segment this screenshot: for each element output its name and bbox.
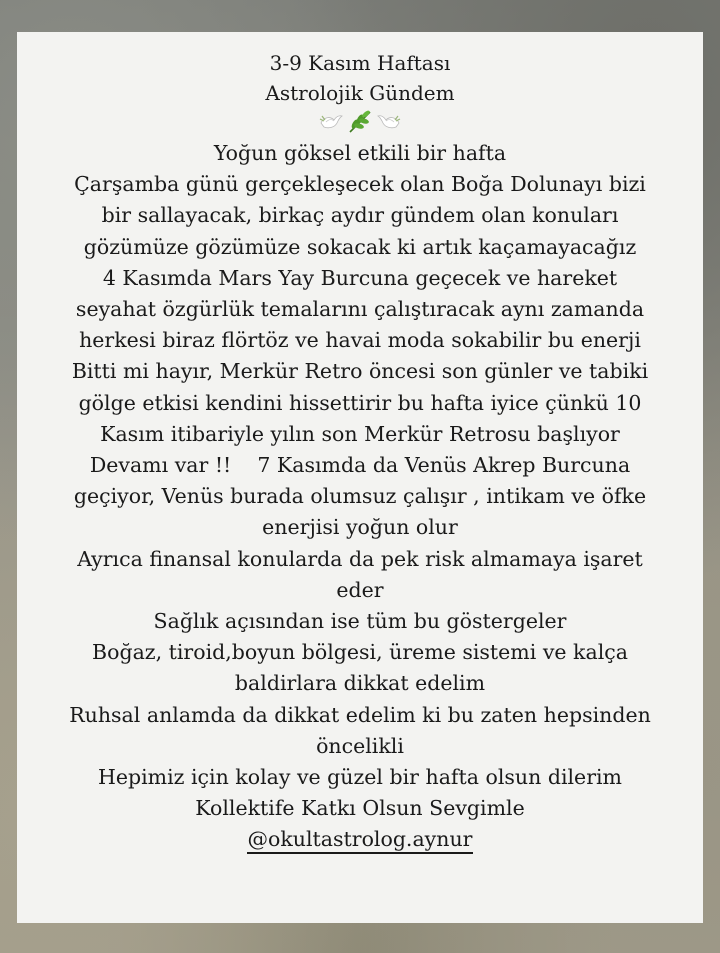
body-line: gözümüze gözümüze sokacak ki artık kaçamayacağız <box>83 234 637 259</box>
dove-icon <box>376 111 402 133</box>
body-line: Çarşamba günü gerçekleşecek olan Boğa Dolunayı bizi <box>74 172 646 197</box>
body-line: öncelikli <box>316 733 404 758</box>
body-line: Devamı var !! 7 Kasımda da Venüs Akrep Burcuna <box>89 453 631 478</box>
body-line: Yoğun göksel etkili bir hafta <box>213 141 507 165</box>
body-line: Kasım itibariyle yılın son Merkür Retrosu başlıyor <box>100 421 620 446</box>
body-line: Kollektife Katkı Olsun Sevgimle <box>195 796 525 821</box>
body-line: Bitti mi hayır, Merkür Retro öncesi son günler ve tabiki <box>71 359 649 384</box>
body-line: enerjisi yoğun olur <box>262 515 458 540</box>
handle-line <box>23 824 697 855</box>
story-card <box>17 32 703 923</box>
body-line: Sağlık açısından ise tüm bu göstergeler <box>153 609 567 634</box>
body-line: Hepimiz için kolay ve güzel bir hafta olsun dilerim <box>97 765 622 790</box>
body-line: seyahat özgürlük temalarını çalıştıracak aynı zamanda <box>75 297 645 322</box>
body-line: baldirlara dikkat edelim <box>234 671 486 696</box>
body-line: eder <box>336 577 384 602</box>
dove-icon <box>318 111 344 133</box>
instagram-handle-link[interactable]: @okultastrolog.aynur <box>247 826 474 854</box>
emoji-row <box>23 108 697 136</box>
title-line-1: 3-9 Kasım Haftası <box>269 51 451 75</box>
body-line: gölge etkisi kendini hissettirir bu hafta iyice çünkü 10 <box>78 390 642 415</box>
body-line: herkesi biraz flörtöz ve havai moda sokabilir bu enerji <box>79 328 641 353</box>
title-line-2: Astrolojik Gündem <box>265 81 455 105</box>
body-line: Ruhsal anlamda da dikkat edelim ki bu zaten hepsinden <box>69 702 651 727</box>
body-line: bir sallayacak, birkaç aydır gündem olan konuları <box>101 203 619 228</box>
body-line: Boğaz, tiroid,boyun bölgesi, üreme sistemi ve kalça <box>92 640 628 665</box>
body-line: Ayrıca finansal konularda da pek risk almamaya işaret <box>77 546 643 571</box>
body-line: geçiyor, Venüs burada olumsuz çalışır , intikam ve öfke <box>73 484 647 509</box>
body-line: 4 Kasımda Mars Yay Burcuna geçecek ve hareket <box>102 265 618 290</box>
herb-icon <box>346 110 374 134</box>
